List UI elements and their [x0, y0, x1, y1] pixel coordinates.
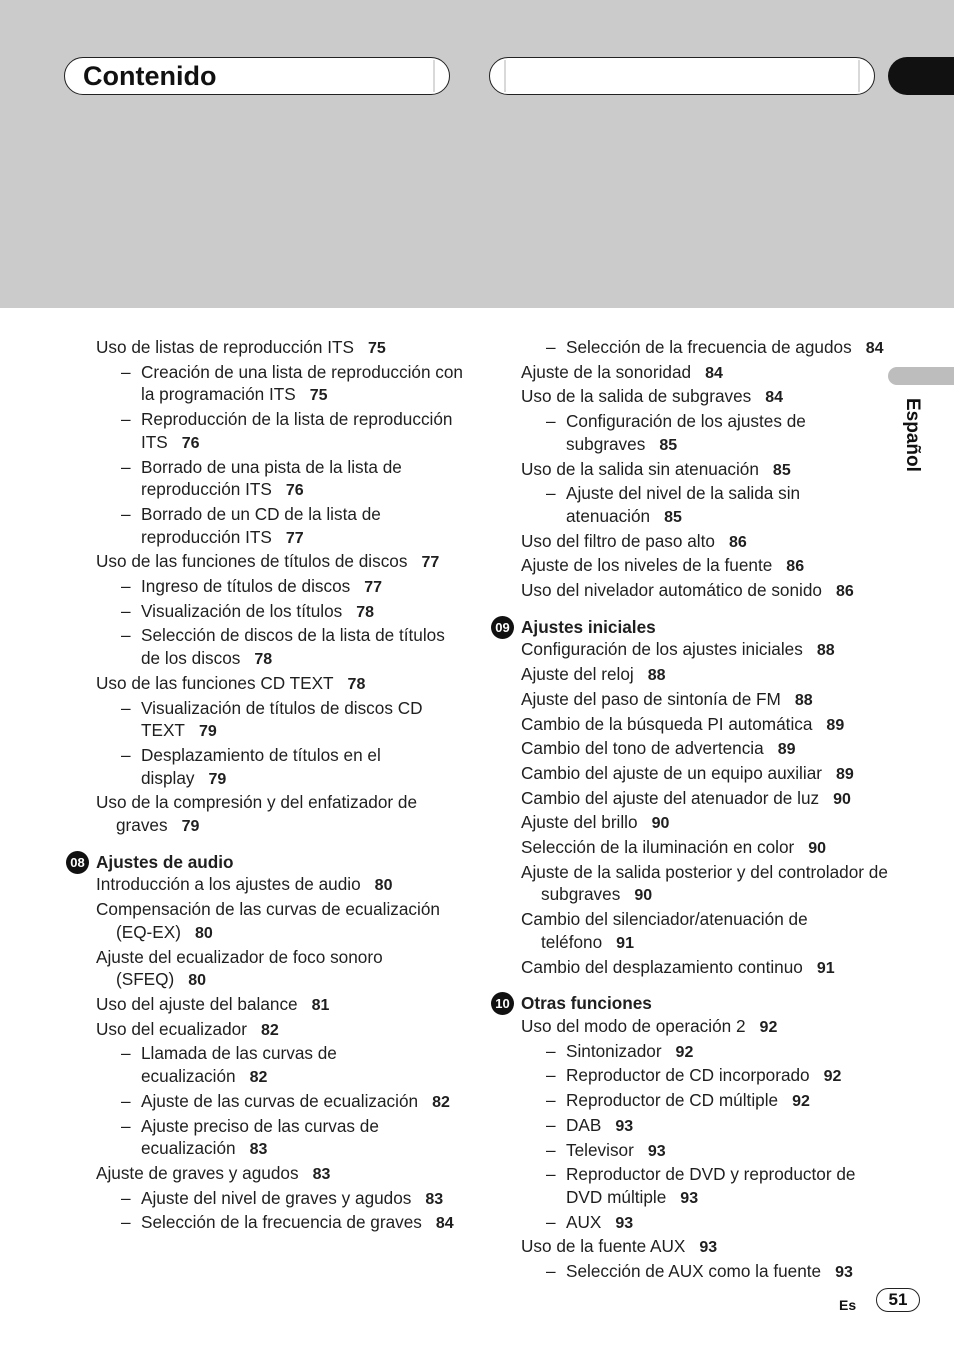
toc-page-number: 93 — [615, 1117, 634, 1135]
toc-page-number: 78 — [254, 651, 273, 669]
toc-entry-text: Uso del ecualizador — [96, 1018, 247, 1039]
toc-entry[interactable] — [96, 946, 466, 993]
toc-page-number: 84 — [765, 389, 784, 407]
dash-bullet: – — [121, 1212, 131, 1233]
toc-page-number: 86 — [835, 583, 854, 601]
toc-entry[interactable] — [96, 1162, 466, 1187]
toc-subentry[interactable] — [546, 1064, 891, 1089]
toc-entry-text: Reproductor de CD incorporado — [566, 1065, 810, 1086]
toc-entry[interactable] — [96, 791, 466, 838]
toc-entry-text: Sintonizador — [566, 1040, 662, 1061]
title-box — [64, 57, 450, 95]
toc-subentry[interactable] — [546, 1211, 891, 1236]
toc-entry-text: Selección de la frecuencia de graves — [141, 1212, 422, 1233]
toc-entry-text: Uso de la fuente AUX — [521, 1236, 686, 1257]
toc-page-number: 83 — [312, 1165, 331, 1183]
toc-entry-text: Ajuste de graves y agudos — [96, 1162, 299, 1183]
toc-entry-text: Televisor — [566, 1139, 634, 1160]
toc-entry-text: Cambio del ajuste de un equipo auxiliar — [521, 762, 822, 783]
toc-entry-text: Configuración de los ajustes de subgraves — [566, 411, 806, 454]
toc-entry[interactable] — [521, 1015, 891, 1040]
dash-bullet: – — [546, 1040, 556, 1061]
toc-page-number: 80 — [194, 924, 213, 942]
toc-subentry[interactable] — [121, 456, 466, 503]
toc-page-number: 80 — [374, 877, 393, 895]
dash-bullet: – — [546, 1164, 556, 1185]
dash-bullet: – — [121, 697, 131, 718]
toc-entry-text: Uso del filtro de paso alto — [521, 530, 715, 551]
toc-entry[interactable] — [521, 1235, 891, 1260]
toc-page-number: 93 — [680, 1189, 699, 1207]
toc-entry-text: AUX — [566, 1211, 602, 1232]
dash-bullet: – — [546, 1065, 556, 1086]
toc-page-number: 78 — [347, 675, 366, 693]
section-number-badge: 10 — [491, 992, 514, 1015]
toc-entry-text: Desplazamiento de títulos en el display — [141, 744, 381, 788]
toc-column-left — [70, 336, 466, 1236]
toc-page-number: 93 — [615, 1214, 634, 1232]
toc-entry[interactable] — [96, 873, 466, 898]
toc-page-number: 78 — [356, 603, 375, 621]
dash-bullet: – — [121, 1090, 131, 1111]
toc-page-number: 85 — [772, 461, 791, 479]
toc-entry[interactable] — [96, 993, 466, 1018]
dash-bullet: – — [546, 1211, 556, 1232]
toc-page-number: 85 — [664, 508, 682, 526]
toc-entry[interactable] — [521, 861, 891, 908]
toc-subentry[interactable] — [546, 410, 891, 457]
toc-entry-text: Ajuste del ecualizador de foco sonoro (SFEQ) — [96, 946, 383, 990]
toc-entry-text: Cambio del silenciador/atenuación de teléfono — [521, 909, 808, 952]
toc-entry-text: Ajuste del reloj — [521, 664, 634, 685]
toc-section-heading — [70, 851, 466, 874]
toc-entry[interactable] — [96, 550, 466, 575]
toc-entry[interactable] — [521, 688, 891, 713]
toc-subentry[interactable] — [121, 1187, 466, 1212]
toc-page-number: 90 — [833, 790, 851, 808]
toc-page-number: 80 — [188, 972, 207, 990]
language-tab — [888, 367, 954, 385]
toc-page-number: 79 — [208, 770, 227, 788]
toc-section-heading — [495, 616, 891, 639]
toc-page-number: 93 — [835, 1264, 853, 1282]
toc-subentry[interactable] — [121, 624, 466, 671]
footer-language-code: Es — [839, 1297, 857, 1313]
toc-entry-text: Ajuste del paso de sintonía de FM — [521, 688, 781, 709]
toc-entry[interactable] — [521, 385, 891, 410]
toc-entry[interactable] — [521, 663, 891, 688]
toc-entry-text: Borrado de una pista de la lista de reproducción ITS — [141, 456, 402, 500]
toc-page-number: 90 — [634, 887, 653, 905]
toc-entry-text: Compensación de las curvas de ecualización (EQ-EX) — [96, 899, 440, 942]
toc-page-number: 84 — [705, 364, 723, 382]
toc-entry-text: Visualización de los títulos — [141, 600, 343, 621]
toc-entry[interactable] — [96, 898, 466, 945]
toc-subentry[interactable] — [121, 503, 466, 550]
header-band — [0, 0, 954, 308]
toc-subentry[interactable] — [121, 1115, 466, 1162]
blank-header-box — [489, 57, 875, 95]
toc-entry[interactable] — [96, 672, 466, 697]
section-title: Otras funciones — [521, 993, 652, 1014]
toc-subentry[interactable] — [121, 600, 466, 625]
toc-entry[interactable] — [521, 638, 891, 663]
toc-subentry[interactable] — [546, 1139, 891, 1164]
toc-entry-text: Selección de AUX como la fuente — [566, 1261, 822, 1282]
toc-page-number: 92 — [823, 1068, 842, 1086]
toc-subentry[interactable] — [546, 482, 891, 529]
dash-bullet: – — [121, 1115, 131, 1136]
toc-entry-text: Selección de la frecuencia de agudos — [566, 337, 852, 357]
dash-bullet: – — [121, 409, 131, 430]
dash-bullet: – — [546, 1139, 556, 1160]
toc-entry-text: Ajuste de los niveles de la fuente — [521, 555, 773, 576]
toc-entry-text: Cambio del tono de advertencia — [521, 738, 764, 759]
toc-page-number: 82 — [432, 1093, 450, 1111]
page-number: 51 — [876, 1288, 920, 1312]
toc-entry-text: Configuración de los ajustes iniciales — [521, 639, 803, 660]
toc-page-number: 86 — [728, 533, 747, 551]
toc-page-number: 76 — [285, 482, 304, 500]
toc-entry-text: DAB — [566, 1114, 602, 1135]
toc-page-number: 82 — [249, 1069, 268, 1087]
toc-entry[interactable] — [521, 737, 891, 762]
toc-entry[interactable] — [521, 361, 891, 386]
toc-page-number: 86 — [786, 558, 805, 576]
toc-entry-text: Creación de una lista de reproducción con la programación ITS — [141, 361, 463, 405]
toc-subentry[interactable] — [546, 1114, 891, 1139]
toc-subentry[interactable] — [546, 1260, 891, 1285]
toc-entry-text: Ajuste de la sonoridad — [521, 361, 692, 382]
toc-subentry[interactable] — [546, 1163, 891, 1210]
toc-subentry[interactable] — [121, 697, 466, 744]
toc-entry-text: Cambio del ajuste del atenuador de luz — [521, 787, 820, 808]
title-box-notch — [433, 60, 435, 92]
toc-subentry[interactable] — [546, 1089, 891, 1114]
dash-bullet: – — [546, 1261, 556, 1282]
toc-entry-text: Introducción a los ajustes de audio — [96, 874, 361, 895]
toc-entry[interactable] — [96, 1018, 466, 1043]
toc-page-number: 83 — [425, 1190, 444, 1208]
toc-page-number: 77 — [364, 579, 383, 597]
toc-subentry[interactable] — [121, 361, 466, 408]
toc-entry-text: Reproductor de DVD y reproductor de DVD múltiple — [566, 1164, 856, 1207]
toc-entry-text: Ajuste del nivel de graves y agudos — [141, 1187, 412, 1208]
toc-entry[interactable] — [521, 908, 891, 955]
dash-bullet: – — [121, 625, 131, 646]
toc-entry-text: Uso del ajuste del balance — [96, 993, 298, 1014]
toc-page-number: 91 — [616, 934, 634, 952]
toc-page-number: 90 — [651, 815, 670, 833]
toc-entry-text: Uso del modo de operación 2 — [521, 1015, 746, 1036]
section-number-badge: 08 — [66, 851, 89, 874]
dash-bullet: – — [121, 1043, 131, 1064]
toc-page-number: 83 — [249, 1141, 268, 1159]
toc-subentry[interactable] — [121, 575, 466, 600]
toc-entry-text: Uso de listas de reproducción ITS — [96, 337, 354, 357]
toc-page-number: 88 — [794, 691, 813, 709]
toc-page-number: 92 — [675, 1043, 694, 1061]
toc-page-number: 88 — [816, 642, 835, 660]
dash-bullet: – — [121, 744, 131, 765]
toc-entry[interactable] — [521, 956, 891, 981]
toc-entry-text: Selección de la iluminación en color — [521, 837, 795, 858]
toc-entry[interactable] — [521, 762, 891, 787]
toc-page-number: 82 — [260, 1021, 279, 1039]
toc-page-number: 79 — [198, 723, 217, 741]
toc-entry-text: Uso de las funciones de títulos de discos — [96, 551, 408, 572]
toc-page-number: 89 — [777, 741, 796, 759]
toc-entry-text: Visualización de títulos de discos CD TEXT — [141, 697, 423, 741]
dash-bullet: – — [546, 337, 556, 357]
toc-page-number: 89 — [835, 765, 854, 783]
language-label: Español — [902, 398, 923, 472]
toc-entry-text: Uso de la salida de subgraves — [521, 386, 752, 407]
toc-entry-text: Llamada de las curvas de ecualización — [141, 1043, 337, 1087]
toc-subentry[interactable] — [121, 1042, 466, 1089]
toc-entry-text: Cambio de la búsqueda PI automática — [521, 713, 813, 734]
dash-bullet: – — [546, 1114, 556, 1135]
toc-page-number: 84 — [865, 340, 884, 357]
page-title: Contenido — [83, 61, 217, 91]
toc-column-right — [495, 336, 891, 1285]
toc-entry-text: Ajuste de las curvas de ecualización — [141, 1090, 419, 1111]
section-title: Ajustes de audio — [96, 851, 234, 872]
toc-page-number: 76 — [181, 434, 200, 452]
section-number-badge: 09 — [491, 616, 514, 639]
blank-box-notch-right — [858, 60, 860, 92]
toc-page-number: 92 — [792, 1093, 810, 1111]
toc-entry[interactable] — [521, 579, 891, 604]
toc-entry-text: Ajuste del nivel de la salida sin atenuación — [566, 483, 801, 526]
toc-section-heading — [495, 992, 891, 1015]
toc-page-number: 90 — [808, 840, 827, 858]
toc-entry-text: Borrado de un CD de la lista de reproducción ITS — [141, 503, 381, 547]
toc-page-number: 79 — [181, 818, 200, 836]
toc-entry[interactable] — [521, 713, 891, 738]
toc-page-number: 85 — [659, 436, 678, 454]
dash-bullet: – — [546, 1090, 556, 1111]
toc-entry[interactable] — [521, 836, 891, 861]
toc-entry-text: Uso de las funciones CD TEXT — [96, 672, 334, 693]
toc-entry-text: Ajuste preciso de las curvas de ecualización — [141, 1115, 379, 1159]
toc-page-number: 88 — [647, 667, 666, 685]
toc-entry-text: Uso de la salida sin atenuación — [521, 458, 759, 479]
toc-page-number: 91 — [816, 959, 835, 977]
toc-entry-text: Cambio del desplazamiento continuo — [521, 956, 803, 977]
toc-page-number: 81 — [311, 996, 330, 1014]
toc-page-number: 89 — [826, 716, 845, 734]
toc-page-number: 93 — [699, 1239, 718, 1257]
toc-entry[interactable] — [521, 811, 891, 836]
dash-bullet: – — [121, 576, 131, 597]
toc-entry[interactable] — [521, 787, 891, 812]
dash-bullet: – — [546, 411, 556, 432]
toc-entry-text: Reproductor de CD múltiple — [566, 1090, 779, 1111]
dash-bullet: – — [121, 600, 131, 621]
toc-subentry[interactable] — [546, 336, 891, 361]
dash-bullet: – — [121, 503, 131, 524]
toc-subentry[interactable] — [121, 1090, 466, 1115]
toc-page-number: 93 — [647, 1142, 666, 1160]
toc-page-number: 84 — [435, 1215, 454, 1233]
toc-entry[interactable] — [521, 458, 891, 483]
dash-bullet: – — [121, 456, 131, 477]
section-tab-marker — [888, 57, 954, 95]
toc-entry-text: Selección de discos de la lista de títulos de los discos — [141, 625, 445, 669]
toc-entry-text: Ajuste de la salida posterior y del controlador de subgraves — [521, 861, 888, 905]
toc-subentry[interactable] — [121, 1211, 466, 1236]
toc-entry-text: Reproducción de la lista de reproducción ITS — [141, 409, 453, 452]
toc-entry-text: Uso de la compresión y del enfatizador de graves — [96, 792, 418, 836]
toc-subentry[interactable] — [121, 408, 466, 455]
toc-entry-text: Ingreso de títulos de discos — [141, 576, 351, 597]
toc-page-number: 77 — [285, 529, 304, 547]
toc-page-number: 77 — [421, 554, 440, 572]
toc-subentry[interactable] — [121, 744, 466, 791]
section-title: Ajustes iniciales — [521, 616, 656, 637]
dash-bullet: – — [121, 1187, 131, 1208]
dash-bullet: – — [546, 483, 556, 504]
dash-bullet: – — [121, 361, 131, 382]
toc-entry-text: Uso del nivelador automático de sonido — [521, 580, 822, 601]
toc-page-number: 75 — [367, 340, 386, 357]
toc-entry-text: Ajuste del brillo — [521, 812, 638, 833]
toc-entry[interactable] — [521, 554, 891, 579]
toc-entry[interactable] — [96, 336, 466, 361]
toc-page-number: 92 — [759, 1018, 778, 1036]
toc-page-number: 75 — [309, 387, 328, 405]
blank-box-notch-left — [504, 60, 506, 92]
toc-subentry[interactable] — [546, 1040, 891, 1065]
toc-entry[interactable] — [521, 530, 891, 555]
